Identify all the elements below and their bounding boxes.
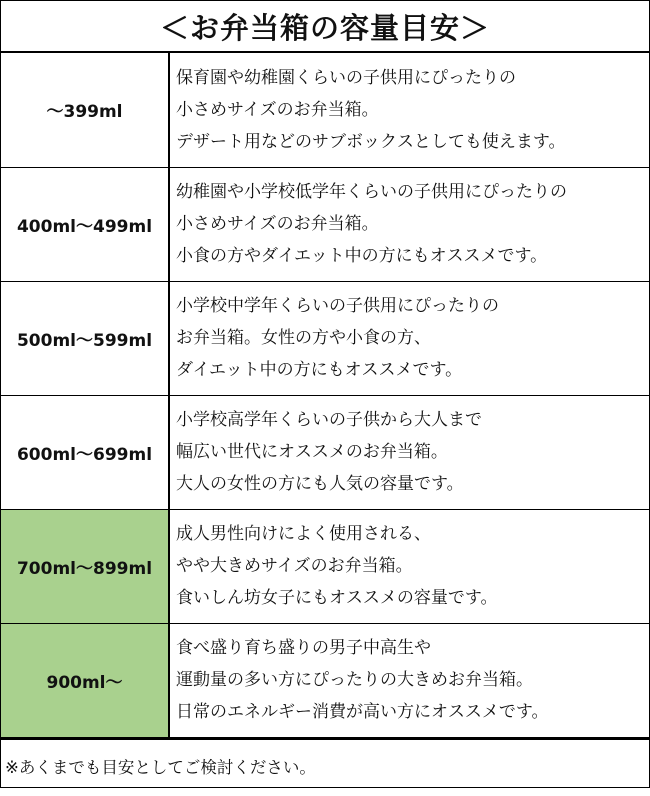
- capacity-size-cell: 900ml～: [1, 623, 169, 737]
- table-row: [1, 53, 649, 167]
- capacity-description-cell: [169, 53, 649, 167]
- description-line: 大人の女性の方にも人気の容量です。: [176, 474, 464, 494]
- footnote: ※あくまでも目安としてご検討ください。: [1, 738, 649, 794]
- description-line: お弁当箱。女性の方や小食の方、: [176, 328, 431, 348]
- capacity-description-cell: [169, 623, 649, 737]
- description-line: 日常のエネルギー消費が高い方にオススメです。: [176, 702, 549, 722]
- capacity-size-cell: 400ml～499ml: [1, 167, 169, 281]
- capacity-description-cell: [169, 167, 649, 281]
- description-line: ダイエット中の方にもオススメです。: [176, 360, 463, 380]
- capacity-size-cell: 700ml～899ml: [1, 509, 169, 623]
- page-title: ＜お弁当箱の容量目安＞: [1, 1, 649, 53]
- description-line: 運動量の多い方にぴったりの大きめお弁当箱。: [176, 670, 533, 690]
- capacity-description-cell: [169, 281, 649, 395]
- description-line: 食いしん坊女子にもオススメの容量です。: [176, 588, 498, 608]
- description-line: 小学校高学年くらいの子供から大人まで: [176, 410, 482, 430]
- capacity-description-cell: [169, 509, 649, 623]
- description-line: 成人男性向けによく使用される、: [176, 524, 431, 544]
- table-row: [1, 509, 649, 623]
- description-line: 小食の方やダイエット中の方にもオススメです。: [176, 246, 548, 266]
- table-row: [1, 395, 649, 509]
- capacity-size-cell: 500ml～599ml: [1, 281, 169, 395]
- capacity-table: [1, 53, 649, 738]
- table-row: [1, 167, 649, 281]
- description-line: 幅広い世代にオススメのお弁当箱。: [176, 442, 448, 462]
- description-line: 小学校中学年くらいの子供用にぴったりの: [176, 296, 499, 316]
- description-line: デザート用などのサブボックスとしても使えます。: [176, 131, 566, 152]
- description-line: 小さめサイズのお弁当箱。: [176, 214, 379, 234]
- description-line: 幼稚園や小学校低学年くらいの子供用にぴったりの: [176, 182, 567, 202]
- table-row: [1, 623, 649, 737]
- description-line: 食べ盛り育ち盛りの男子中高生や: [176, 638, 431, 658]
- capacity-size-cell: ～399ml: [1, 53, 169, 167]
- table-row: [1, 281, 649, 395]
- description-line: 小さめサイズのお弁当箱。: [176, 99, 379, 120]
- capacity-description-cell: [169, 395, 649, 509]
- capacity-size-cell: 600ml～699ml: [1, 395, 169, 509]
- description-line: やや大きめサイズのお弁当箱。: [176, 556, 413, 576]
- description-line: 保育園や幼稚園くらいの子供用にぴったりの: [176, 67, 516, 88]
